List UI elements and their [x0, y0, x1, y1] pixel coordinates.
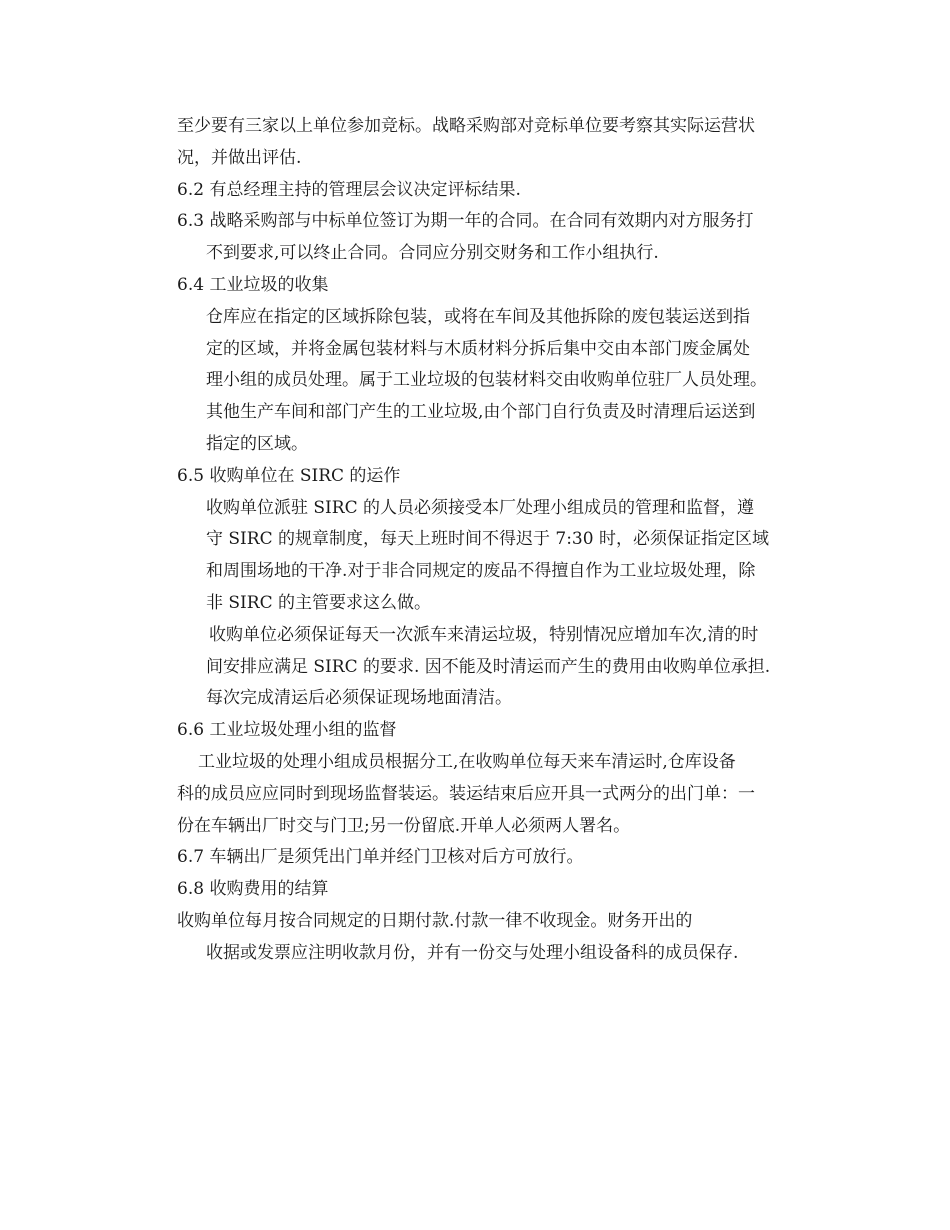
text-line: 其他生产车间和部门产生的工业垃圾,由个部门自行负责及时清理后运送到: [206, 402, 756, 423]
text-line: 收购单位每月按合同规定的日期付款.付款一律不收现金。财务开出的: [177, 910, 693, 931]
text-line: 仓库应在指定的区域拆除包装，或将在车间及其他拆除的废包装运送到指: [206, 306, 750, 327]
section-heading: 6.4 工业垃圾的收集: [177, 274, 329, 295]
section-heading: 6.2 有总经理主持的管理层会议决定评标结果.: [177, 179, 521, 200]
document-body: [177, 111, 827, 970]
text-line: 不到要求,可以终止合同。合同应分别交财务和工作小组执行.: [206, 243, 659, 264]
text-line: 份在车辆出厂时交与门卫;另一份留底.开单人必须两人署名。: [177, 815, 631, 836]
text-line: 守 SIRC 的规章制度，每天上班时间不得迟于 7:30 时，必须保证指定区域: [206, 529, 769, 550]
text-line: 收购单位必须保证每天一次派车来清运垃圾，特别情况应增加车次,清的时: [209, 624, 759, 645]
section-heading: 6.8 收购费用的结算: [177, 879, 329, 900]
text-line: 至少要有三家以上单位参加竞标。战略采购部对竞标单位要考察其实际运营状: [177, 116, 755, 136]
text-line: 工业垃圾的处理小组成员根据分工,在收购单位每天来车清运时,仓库设备: [198, 751, 736, 772]
text-line: 收购单位派驻 SIRC 的人员必须接受本厂处理小组成员的管理和监督，遵: [206, 497, 754, 518]
text-line: 间安排应满足 SIRC 的要求. 因不能及时清运而产生的费用由收购单位承担.: [206, 656, 771, 677]
text-line: 非 SIRC 的主管要求这么做。: [206, 592, 431, 613]
section-heading: 6.5 收购单位在 SIRC 的运作: [177, 465, 401, 486]
text-line: 和周围场地的干净.对于非合同规定的废品不得擅自作为工业垃圾处理，除: [206, 561, 756, 582]
text-line: 每次完成清运后必须保证现场地面清洁。: [206, 688, 512, 709]
section-heading: 6.7 车辆出厂是须凭出门单并经门卫核对后方可放行。: [177, 847, 584, 868]
text-line: 定的区域，并将金属包装材料与木质材料分拆后集中交由本部门废金属处: [206, 338, 750, 359]
section-heading: 6.6 工业垃圾处理小组的监督: [177, 720, 397, 741]
text-line: 况，并做出评估.: [177, 147, 302, 168]
text-line: 指定的区域。: [206, 433, 308, 454]
section-heading: 6.3 战略采购部与中标单位签订为期一年的合同。在合同有效期内对方服务打: [177, 211, 754, 232]
text-line: 科的成员应应同时到现场监督装运。装运结束后应开具一式两分的出门单：一: [177, 783, 755, 804]
text-line: 收据或发票应注明收款月份，并有一份交与处理小组设备科的成员保存.: [206, 942, 739, 963]
text-line: 理小组的成员处理。属于工业垃圾的包装材料交由收购单位驻厂人员处理。: [206, 370, 767, 391]
